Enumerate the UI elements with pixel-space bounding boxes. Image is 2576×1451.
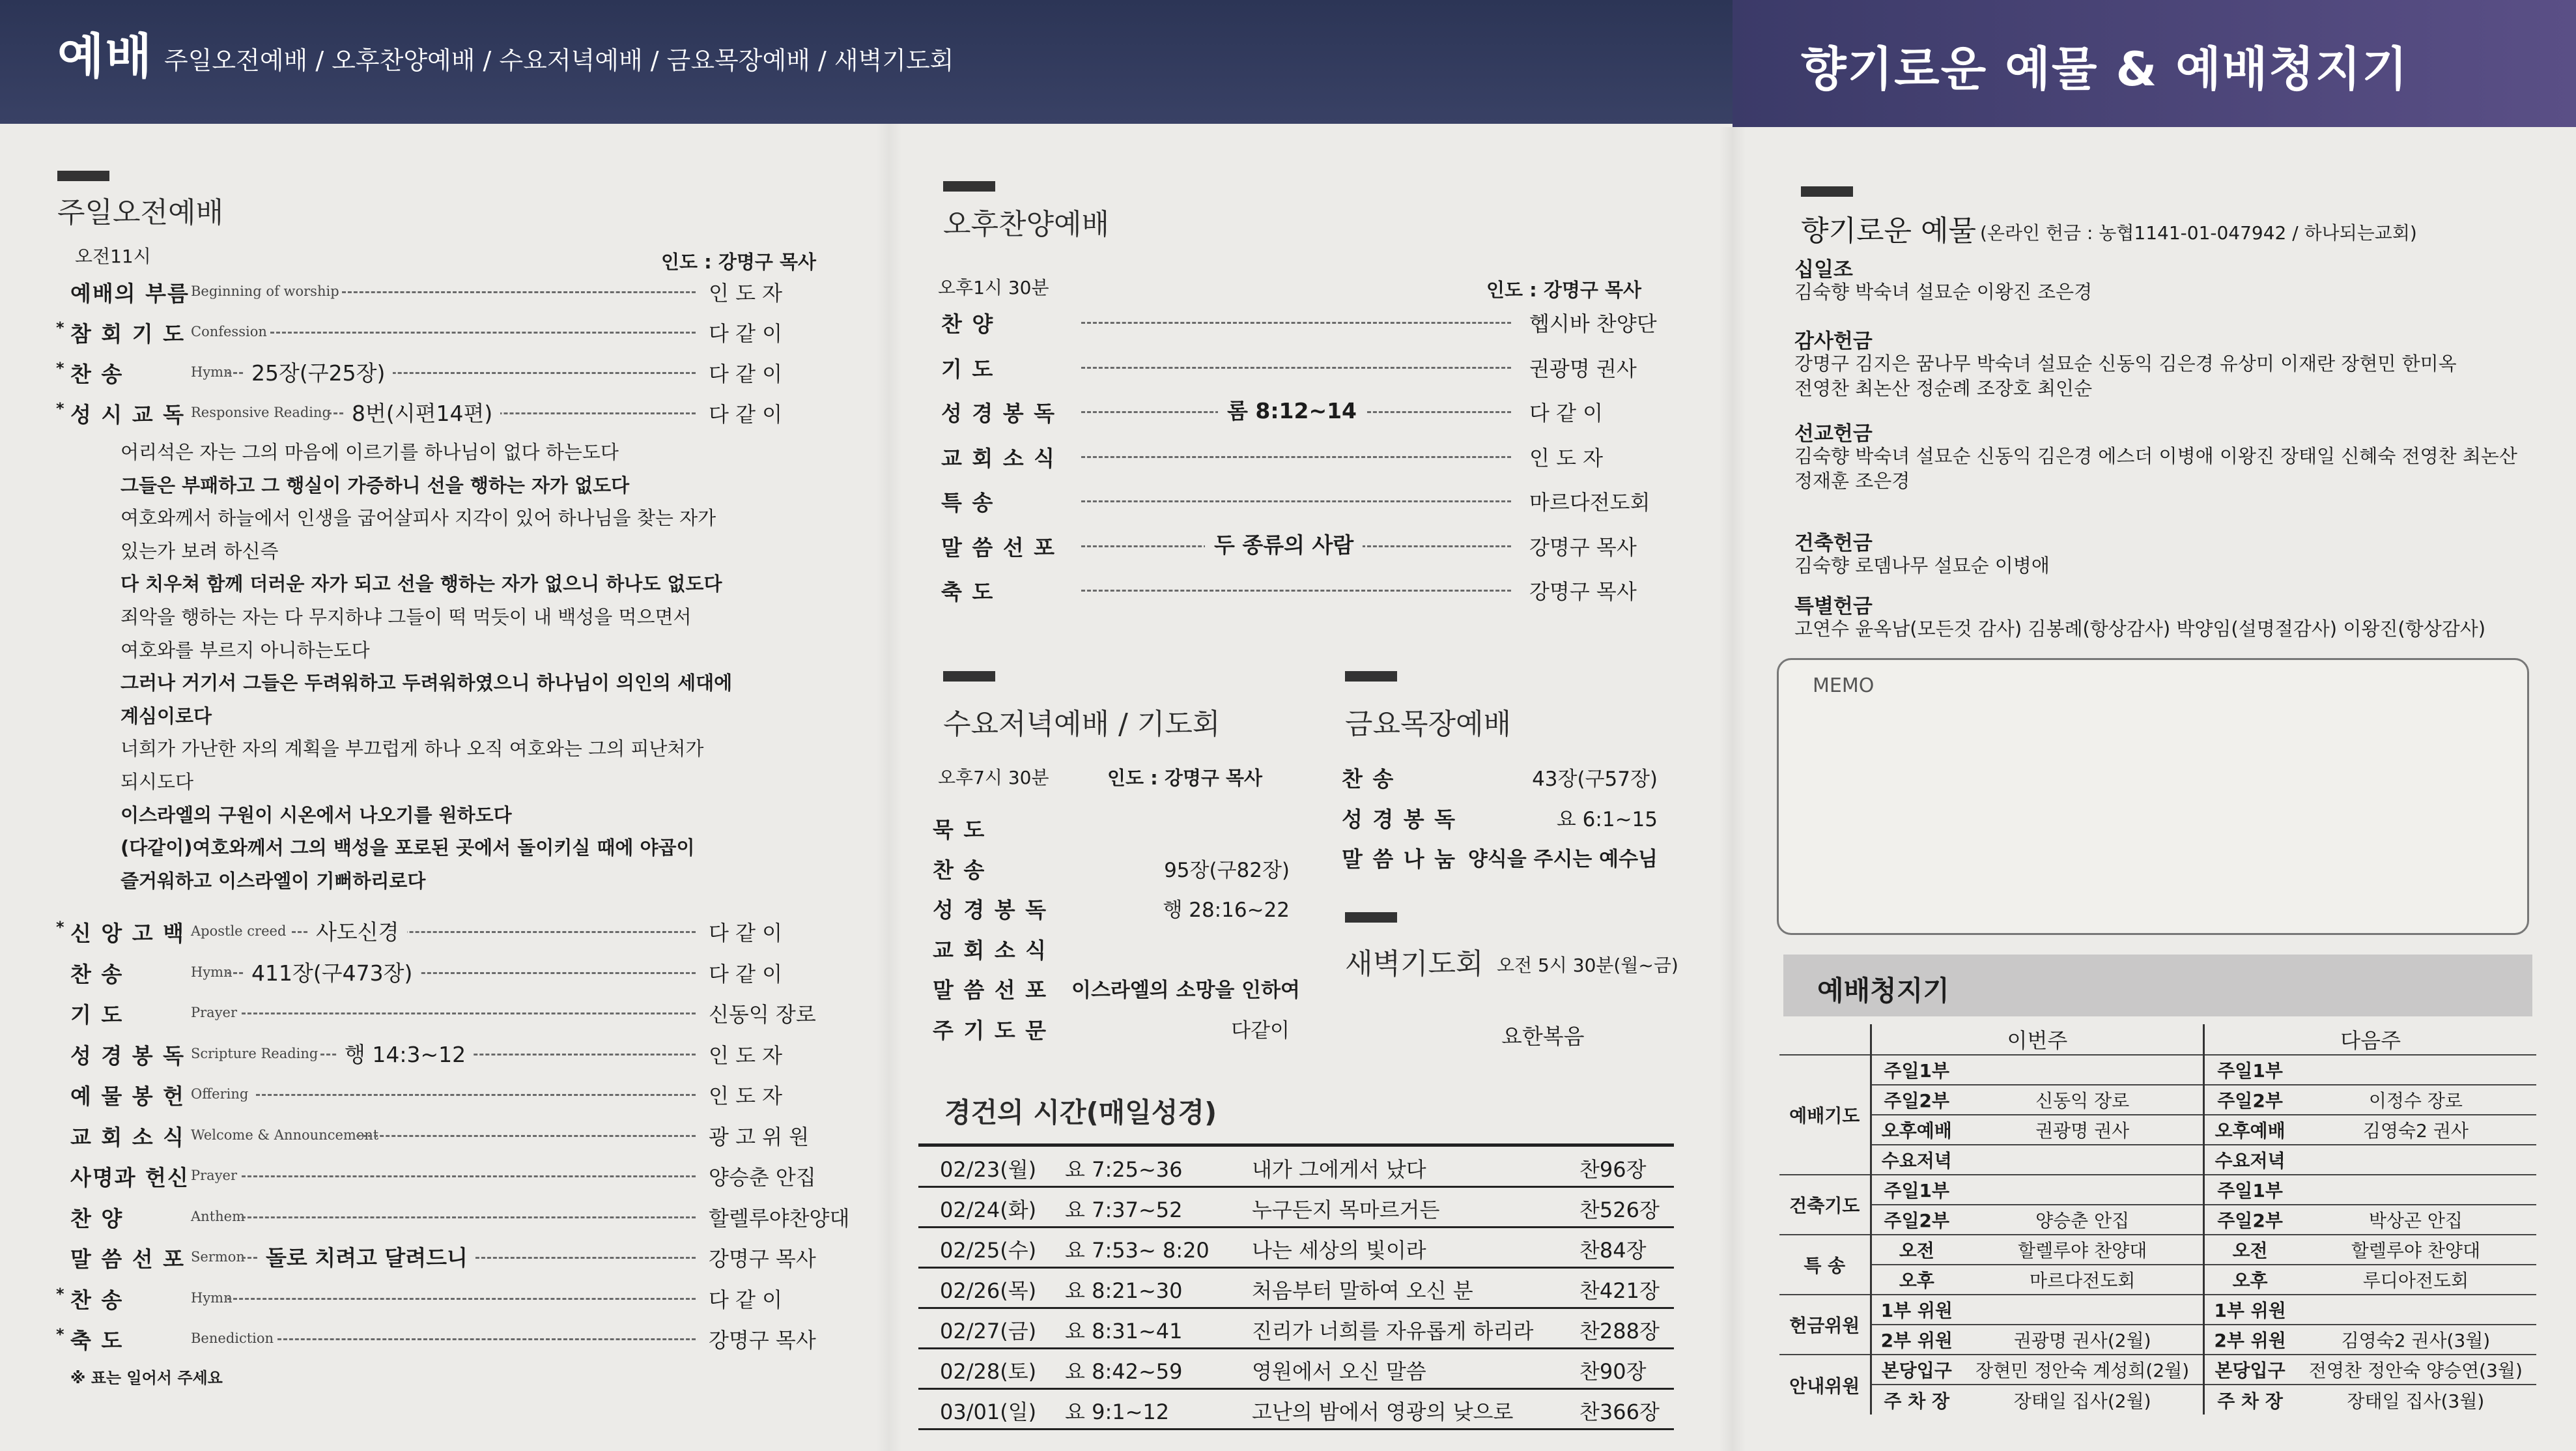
duty-row xyxy=(1779,1115,2536,1145)
reading-line: 다 치우쳐 함께 더러운 자가 되고 선을 행하는 자가 없으니 하나도 없도다 xyxy=(120,573,722,596)
devotion-cell: 내가 그에게서 났다 xyxy=(1252,1157,1426,1182)
duty-slot: 주일2부 xyxy=(1871,1085,1962,1115)
reading-line: 죄악을 행하는 자는 다 무지하냐 그들이 떡 먹듯이 내 백성을 먹으면서 xyxy=(120,606,692,628)
order-label: 교 회 소 식 xyxy=(70,1124,185,1150)
order-person: 인 도 자 xyxy=(709,1084,783,1108)
duty-header-blank xyxy=(1779,1024,1871,1055)
duty-slot: 주일1부 xyxy=(1871,1055,1962,1085)
devotion-row-rule xyxy=(918,1267,1674,1269)
duty-row xyxy=(1779,1055,2536,1085)
devotion-cell: 요 7:53~ 8:20 xyxy=(1065,1238,1210,1263)
order-label: 찬 송 xyxy=(1342,766,1395,792)
duty-slot: 오전 xyxy=(2204,1235,2295,1265)
leader-dots xyxy=(242,1175,696,1177)
duty-row xyxy=(1779,1265,2536,1295)
order-person: 강명구 목사 xyxy=(1529,579,1637,604)
devotion-row-rule xyxy=(918,1307,1674,1309)
order-label: 성 경 봉 독 xyxy=(70,1042,185,1069)
order-label: 성 경 봉 독 xyxy=(933,897,1047,923)
duty-header-next-week: 다음주 xyxy=(2204,1024,2536,1055)
order-person: 인 도 자 xyxy=(709,1042,783,1068)
order-person: 헵시바 찬양단 xyxy=(1529,311,1657,336)
duty-person: 할렐루야 찬양대 xyxy=(2295,1235,2536,1265)
order-label: 말 씀 선 포 xyxy=(933,977,1047,1003)
duty-person: 신동익 장로 xyxy=(1962,1085,2204,1115)
devotion-cell: 고난의 밤에서 영광의 낮으로 xyxy=(1252,1400,1514,1424)
order-content: 8번(시편14편) xyxy=(344,397,500,427)
order-label: 성 시 교 독 xyxy=(70,402,185,427)
wednesday-title: 수요저녁예배 / 기도회 xyxy=(943,708,1221,741)
order-content: 411장(구473장) xyxy=(244,956,420,987)
order-label: 말 씀 선 포 xyxy=(941,534,1056,560)
order-label: 말 씀 선 포 xyxy=(70,1246,185,1272)
leader-dots xyxy=(342,291,696,293)
order-label: 말 씀 나 눔 xyxy=(1342,846,1456,872)
duty-slot: 수요저녁 xyxy=(1871,1145,1962,1175)
order-english: Benediction xyxy=(191,1330,274,1346)
duty-row xyxy=(1779,1385,2536,1415)
order-person: 할렐루야찬양대 xyxy=(709,1205,850,1231)
order-label: 찬 송 xyxy=(933,857,986,883)
duty-person xyxy=(2295,1145,2536,1175)
duty-person: 권광명 권사 xyxy=(1962,1115,2204,1145)
duty-person: 김영숙2 권사 xyxy=(2295,1115,2536,1145)
devotion-cell: 02/23(월) xyxy=(940,1157,1037,1182)
order-english: Sermon xyxy=(191,1249,245,1265)
devotion-cell: 03/01(일) xyxy=(940,1400,1037,1424)
order-label: 사명과 헌신 xyxy=(70,1165,190,1190)
order-english: Anthem xyxy=(191,1208,245,1224)
leader-dots xyxy=(270,332,696,334)
duty-person: 장태일 집사(2월) xyxy=(1962,1385,2204,1415)
morning-leader: 인도 : 강명구 목사 xyxy=(661,251,816,273)
order-content: 이스라엘의 소망을 인하여 xyxy=(1071,979,1300,1002)
duty-header-this-week: 이번주 xyxy=(1871,1024,2204,1055)
order-english: Hymn xyxy=(191,964,233,980)
standing-marker: * xyxy=(56,359,64,377)
devotion-cell: 처음부터 말하여 오신 분 xyxy=(1252,1278,1473,1303)
duty-slot: 주일2부 xyxy=(1871,1205,1962,1235)
order-person: 강명구 목사 xyxy=(1529,534,1637,560)
order-person: 권광명 권사 xyxy=(1529,356,1637,381)
duty-slot: 1부 위원 xyxy=(1871,1295,1962,1325)
duty-row xyxy=(1779,1145,2536,1175)
leader-dots xyxy=(227,1298,696,1300)
order-english: Hymn xyxy=(191,1289,233,1306)
order-english: Welcome & Announcement xyxy=(191,1127,379,1143)
duty-slot: 주일1부 xyxy=(2204,1055,2295,1085)
offering-title: 향기로운 예물 xyxy=(1801,214,1977,248)
order-content: 95장(구82장) xyxy=(1164,858,1290,882)
order-english: Beginning of worship xyxy=(191,283,339,299)
memo-box[interactable] xyxy=(1777,658,2529,935)
standing-marker: * xyxy=(56,399,64,418)
duty-title: 예배청지기 xyxy=(1817,975,1949,1007)
duty-slot: 주일2부 xyxy=(2204,1085,2295,1115)
offering-category: 건축헌금 xyxy=(1794,532,1873,555)
order-content: 두 종류의 사람 xyxy=(1205,528,1363,559)
order-english: Prayer xyxy=(191,1005,238,1020)
dawn-title: 새벽기도회 xyxy=(1345,947,1484,981)
duty-slot: 오후 xyxy=(2204,1265,2295,1295)
order-person: 양승춘 안집 xyxy=(709,1165,816,1190)
leader-dots xyxy=(1081,367,1511,369)
reading-line: 계심이로다 xyxy=(120,704,212,727)
leader-dots xyxy=(256,1094,696,1096)
afternoon-time: 오후1시 30분 xyxy=(938,277,1049,298)
order-person: 인 도 자 xyxy=(709,281,783,306)
dawn-time: 오전 5시 30분(월~금) xyxy=(1497,955,1678,976)
order-person: 인 도 자 xyxy=(1529,445,1604,470)
order-content: 돌로 치려고 달려드니 xyxy=(258,1241,475,1272)
duty-slot: 오전 xyxy=(1871,1235,1962,1265)
duty-person xyxy=(2295,1295,2536,1325)
reading-line: 너희가 가난한 자의 계획을 부끄럽게 하나 오직 여호와는 그의 피난처가 xyxy=(120,738,704,760)
reading-line: 즐거워하고 이스라엘이 기뻐하리로다 xyxy=(120,869,426,892)
leader-dots xyxy=(1081,500,1511,502)
duty-person: 장현민 정안숙 계성희(2월) xyxy=(1962,1355,2204,1385)
duty-row xyxy=(1779,1085,2536,1115)
order-person: 다 같 이 xyxy=(1529,401,1604,425)
reading-line: 이스라엘의 구원이 시온에서 나오기를 원하도다 xyxy=(120,803,512,826)
order-english: Responsive Reading xyxy=(191,405,331,420)
offering-header-title: 향기로운 예물 & 예배청지기 xyxy=(1801,42,2409,96)
order-label: 찬 양 xyxy=(70,1205,124,1231)
duty-category: 예배기도 xyxy=(1779,1055,1871,1175)
duty-person xyxy=(1962,1145,2204,1175)
order-label: 신 앙 고 백 xyxy=(70,921,185,946)
duty-person xyxy=(2295,1175,2536,1205)
duty-row xyxy=(1779,1325,2536,1355)
offering-names: 전영찬 최논산 정순례 조장호 최인순 xyxy=(1794,377,2093,399)
fold-shadow xyxy=(876,124,902,1451)
reading-line: 여호와를 부르지 아니하는도다 xyxy=(120,639,370,661)
offering-category: 십일조 xyxy=(1794,258,1853,281)
devotion-cell: 찬84장 xyxy=(1579,1238,1647,1263)
duty-slot: 주일1부 xyxy=(2204,1175,2295,1205)
duty-row xyxy=(1779,1355,2536,1385)
offering-names: 강명구 김지은 꿈나무 박숙녀 설묘순 신동익 김은경 유상미 이재란 장현민 한미옥 xyxy=(1794,352,2457,375)
order-content: 다같이 xyxy=(1231,1018,1290,1042)
reading-line: 되시도다 xyxy=(120,771,194,793)
duty-category: 안내위원 xyxy=(1779,1355,1871,1415)
order-english: Apostle creed xyxy=(191,923,287,939)
duty-person: 장태일 집사(3월) xyxy=(2295,1385,2536,1415)
devotion-title: 경건의 시간(매일성경) xyxy=(944,1097,1217,1128)
order-label: 참 회 기 도 xyxy=(70,321,185,347)
duty-slot: 본당입구 xyxy=(1871,1355,1962,1385)
leader-dots xyxy=(242,1013,696,1014)
duty-row xyxy=(1779,1295,2536,1325)
duty-slot: 수요저녁 xyxy=(2204,1145,2295,1175)
order-english: Hymn xyxy=(191,364,233,380)
reading-line: 그러나 거기서 그들은 두려워하고 두려워하였으니 하나님이 의인의 세대에 xyxy=(120,672,733,695)
devotion-cell: 02/27(금) xyxy=(940,1319,1037,1343)
standing-marker: * xyxy=(56,1325,64,1343)
order-person: 강명구 목사 xyxy=(709,1246,816,1271)
order-label: 예 물 봉 헌 xyxy=(70,1084,185,1109)
order-person: 다 같 이 xyxy=(709,321,783,346)
order-person: 다 같 이 xyxy=(709,402,783,427)
devotion-top-rule xyxy=(918,1143,1674,1147)
duty-category: 건축기도 xyxy=(1779,1175,1871,1235)
order-english: Offering xyxy=(191,1086,249,1102)
devotion-cell: 요 8:31~41 xyxy=(1065,1319,1183,1343)
devotion-cell: 찬288장 xyxy=(1579,1319,1660,1343)
section-marker xyxy=(57,171,109,181)
devotion-row-rule xyxy=(918,1388,1674,1390)
duty-slot: 2부 위원 xyxy=(2204,1325,2295,1355)
order-label: 성 경 봉 독 xyxy=(1342,806,1456,832)
order-content: 25장(구25장) xyxy=(244,356,393,387)
standing-marker: * xyxy=(56,1284,64,1303)
duty-category: 헌금위원 xyxy=(1779,1295,1871,1355)
duty-person: 할렐루야 찬양대 xyxy=(1962,1235,2204,1265)
duty-slot: 주 차 장 xyxy=(1871,1385,1962,1415)
wednesday-leader: 인도 : 강명구 목사 xyxy=(1107,767,1262,789)
order-label: 교 회 소 식 xyxy=(941,445,1056,471)
offering-account: (온라인 헌금 : 농협1141-01-047942 / 하나되는교회) xyxy=(1980,222,2417,244)
section-marker xyxy=(943,181,995,192)
order-label: 축 도 xyxy=(941,579,995,605)
devotion-cell: 찬366장 xyxy=(1579,1400,1660,1424)
duty-slot: 오후예배 xyxy=(1871,1115,1962,1145)
devotion-cell: 요 9:1~12 xyxy=(1065,1400,1170,1424)
leader-dots xyxy=(1081,590,1511,592)
offering-names: 김숙향 박숙녀 설묘순 신동익 김은경 에스더 이병애 이왕진 장태일 신혜숙 전영찬 최논산 xyxy=(1794,445,2517,467)
offering-names: 정재훈 조은경 xyxy=(1794,470,1910,492)
devotion-row-rule xyxy=(918,1226,1674,1228)
duty-person: 루디아전도회 xyxy=(2295,1265,2536,1295)
order-english: Scripture Reading xyxy=(191,1045,318,1061)
reading-line: 어리석은 자는 그의 마음에 이르기를 하나님이 없다 하는도다 xyxy=(120,441,619,463)
header-subtitle: 주일오전예배 / 오후찬양예배 / 수요저녁예배 / 금요목장예배 / 새벽기도회 xyxy=(164,46,954,75)
dawn-text: 요한복음 xyxy=(1501,1024,1585,1049)
devotion-cell: 진리가 너희를 자유롭게 하리라 xyxy=(1252,1319,1534,1343)
duty-category: 특 송 xyxy=(1779,1235,1871,1295)
devotion-row-rule xyxy=(918,1186,1674,1188)
order-label: 예배의 부름 xyxy=(70,281,190,306)
order-label: 주 기 도 문 xyxy=(933,1017,1047,1043)
section-marker xyxy=(1345,671,1397,682)
offering-category: 선교헌금 xyxy=(1794,422,1873,446)
order-content: 양식을 주시는 예수님 xyxy=(1467,848,1658,871)
duty-person xyxy=(1962,1295,2204,1325)
devotion-cell: 요 8:42~59 xyxy=(1065,1359,1183,1384)
duty-person xyxy=(1962,1055,2204,1085)
afternoon-title: 오후찬양예배 xyxy=(943,208,1110,241)
duty-table xyxy=(1779,1024,2536,1415)
morning-title: 주일오전예배 xyxy=(57,196,224,229)
duty-person: 권광명 권사(2월) xyxy=(1962,1325,2204,1355)
devotion-cell: 02/26(목) xyxy=(940,1278,1037,1303)
duty-person: 양승춘 안집 xyxy=(1962,1205,2204,1235)
devotion-cell: 누구든지 목마르거든 xyxy=(1252,1198,1440,1222)
afternoon-leader: 인도 : 강명구 목사 xyxy=(1486,279,1641,301)
order-content: 행 14:3~12 xyxy=(337,1038,474,1069)
order-person: 광 고 위 원 xyxy=(709,1124,810,1149)
order-content: 롬 8:12~14 xyxy=(1218,394,1366,425)
duty-slot: 주 차 장 xyxy=(2204,1385,2295,1415)
standing-note: ※ 표는 일어서 주세요 xyxy=(70,1369,223,1387)
order-label: 찬 송 xyxy=(70,1287,124,1313)
duty-person: 마르다전도회 xyxy=(1962,1265,2204,1295)
offering-names: 고연수 윤옥남(모든것 감사) 김봉례(항상감사) 박양임(설명절감사) 이왕진(항상감사) xyxy=(1794,618,2486,640)
leader-dots xyxy=(242,1216,696,1218)
order-person: 다 같 이 xyxy=(709,1287,783,1312)
order-label: 성 경 봉 독 xyxy=(941,401,1056,426)
section-marker xyxy=(943,671,995,682)
reading-line: 그들은 부패하고 그 행실이 가증하니 선을 행하는 자가 없도다 xyxy=(120,474,630,496)
devotion-cell: 영원에서 오신 말씀 xyxy=(1252,1359,1426,1384)
offering-category: 특별헌금 xyxy=(1794,595,1873,618)
duty-person: 박상곤 안집 xyxy=(2295,1205,2536,1235)
devotion-cell: 요 7:37~52 xyxy=(1065,1198,1183,1222)
header-title: 예배 xyxy=(57,29,153,85)
devotion-cell: 02/24(화) xyxy=(940,1198,1037,1222)
duty-row xyxy=(1779,1175,2536,1205)
order-label: 기 도 xyxy=(70,1002,124,1027)
duty-row xyxy=(1779,1205,2536,1235)
reading-line: 여호와께서 하늘에서 인생을 굽어살피사 지각이 있어 하나님을 찾는 자가 xyxy=(120,507,716,530)
standing-marker: * xyxy=(56,319,64,337)
duty-slot: 주일1부 xyxy=(1871,1175,1962,1205)
order-label: 특 송 xyxy=(941,490,995,515)
duty-slot: 주일2부 xyxy=(2204,1205,2295,1235)
devotion-cell: 찬526장 xyxy=(1579,1198,1660,1222)
order-person: 강명구 목사 xyxy=(709,1328,816,1353)
order-label: 축 도 xyxy=(70,1328,124,1353)
order-label: 찬 송 xyxy=(70,362,124,387)
order-label: 기 도 xyxy=(941,356,995,382)
order-label: 교 회 소 식 xyxy=(933,937,1047,963)
morning-time: 오전11시 xyxy=(75,246,151,267)
order-content: 43장(구57장) xyxy=(1532,768,1658,791)
duty-row xyxy=(1779,1235,2536,1265)
devotion-cell: 나는 세상의 빛이라 xyxy=(1252,1238,1426,1263)
order-content: 요 6:1~15 xyxy=(1556,807,1658,831)
wednesday-time: 오후7시 30분 xyxy=(938,767,1049,788)
fold-shadow xyxy=(1720,127,1746,1451)
devotion-cell: 02/28(토) xyxy=(940,1359,1037,1384)
leader-dots xyxy=(277,1338,696,1340)
order-label: 찬 양 xyxy=(941,311,995,337)
order-label: 찬 송 xyxy=(70,961,124,987)
offering-category: 감사헌금 xyxy=(1794,330,1873,353)
devotion-cell: 요 7:25~36 xyxy=(1065,1157,1183,1182)
devotion-row-rule xyxy=(918,1428,1674,1430)
order-content: 사도신경 xyxy=(308,915,407,946)
order-person: 신동익 장로 xyxy=(709,1002,816,1027)
order-label: 묵 도 xyxy=(933,817,986,842)
reading-line: (다같이)여호와께서 그의 백성을 포로된 곳에서 돌이키실 때에 야곱이 xyxy=(120,837,695,859)
duty-slot: 1부 위원 xyxy=(2204,1295,2295,1325)
devotion-cell: 찬96장 xyxy=(1579,1157,1647,1182)
leader-dots xyxy=(1081,322,1511,324)
devotion-cell: 요 8:21~30 xyxy=(1065,1278,1183,1303)
duty-person xyxy=(2295,1055,2536,1085)
section-marker xyxy=(1801,186,1853,197)
devotion-cell: 찬90장 xyxy=(1579,1359,1647,1384)
offering-names: 김숙향 박숙녀 설묘순 이왕진 조은경 xyxy=(1794,281,2093,303)
leader-dots xyxy=(356,1135,696,1137)
order-english: Confession xyxy=(191,324,267,339)
duty-person: 이정수 장로 xyxy=(2295,1085,2536,1115)
duty-slot: 2부 위원 xyxy=(1871,1325,1962,1355)
order-person: 다 같 이 xyxy=(709,921,783,945)
devotion-cell: 찬421장 xyxy=(1579,1278,1660,1303)
order-content: 행 28:16~22 xyxy=(1163,898,1290,922)
order-person: 다 같 이 xyxy=(709,961,783,986)
duty-slot: 오후예배 xyxy=(2204,1115,2295,1145)
reading-line: 있는가 보려 하신즉 xyxy=(120,539,279,562)
section-marker xyxy=(1345,912,1397,923)
devotion-row-rule xyxy=(918,1347,1674,1349)
order-english: Prayer xyxy=(191,1168,238,1183)
order-person: 다 같 이 xyxy=(709,362,783,386)
duty-slot: 오후 xyxy=(1871,1265,1962,1295)
friday-title: 금요목장예배 xyxy=(1345,708,1512,741)
memo-label: MEMO xyxy=(1813,674,1875,697)
devotion-cell: 02/25(수) xyxy=(940,1238,1037,1263)
leader-dots xyxy=(1081,456,1511,458)
duty-person xyxy=(1962,1175,2204,1205)
duty-person: 김영숙2 권사(3월) xyxy=(2295,1325,2536,1355)
duty-person: 전영찬 정안숙 양승연(3월) xyxy=(2295,1355,2536,1385)
standing-marker: * xyxy=(56,918,64,936)
order-person: 마르다전도회 xyxy=(1529,490,1650,515)
duty-slot: 본당입구 xyxy=(2204,1355,2295,1385)
offering-names: 김숙향 로뎀나무 설묘순 이병애 xyxy=(1794,554,2050,577)
